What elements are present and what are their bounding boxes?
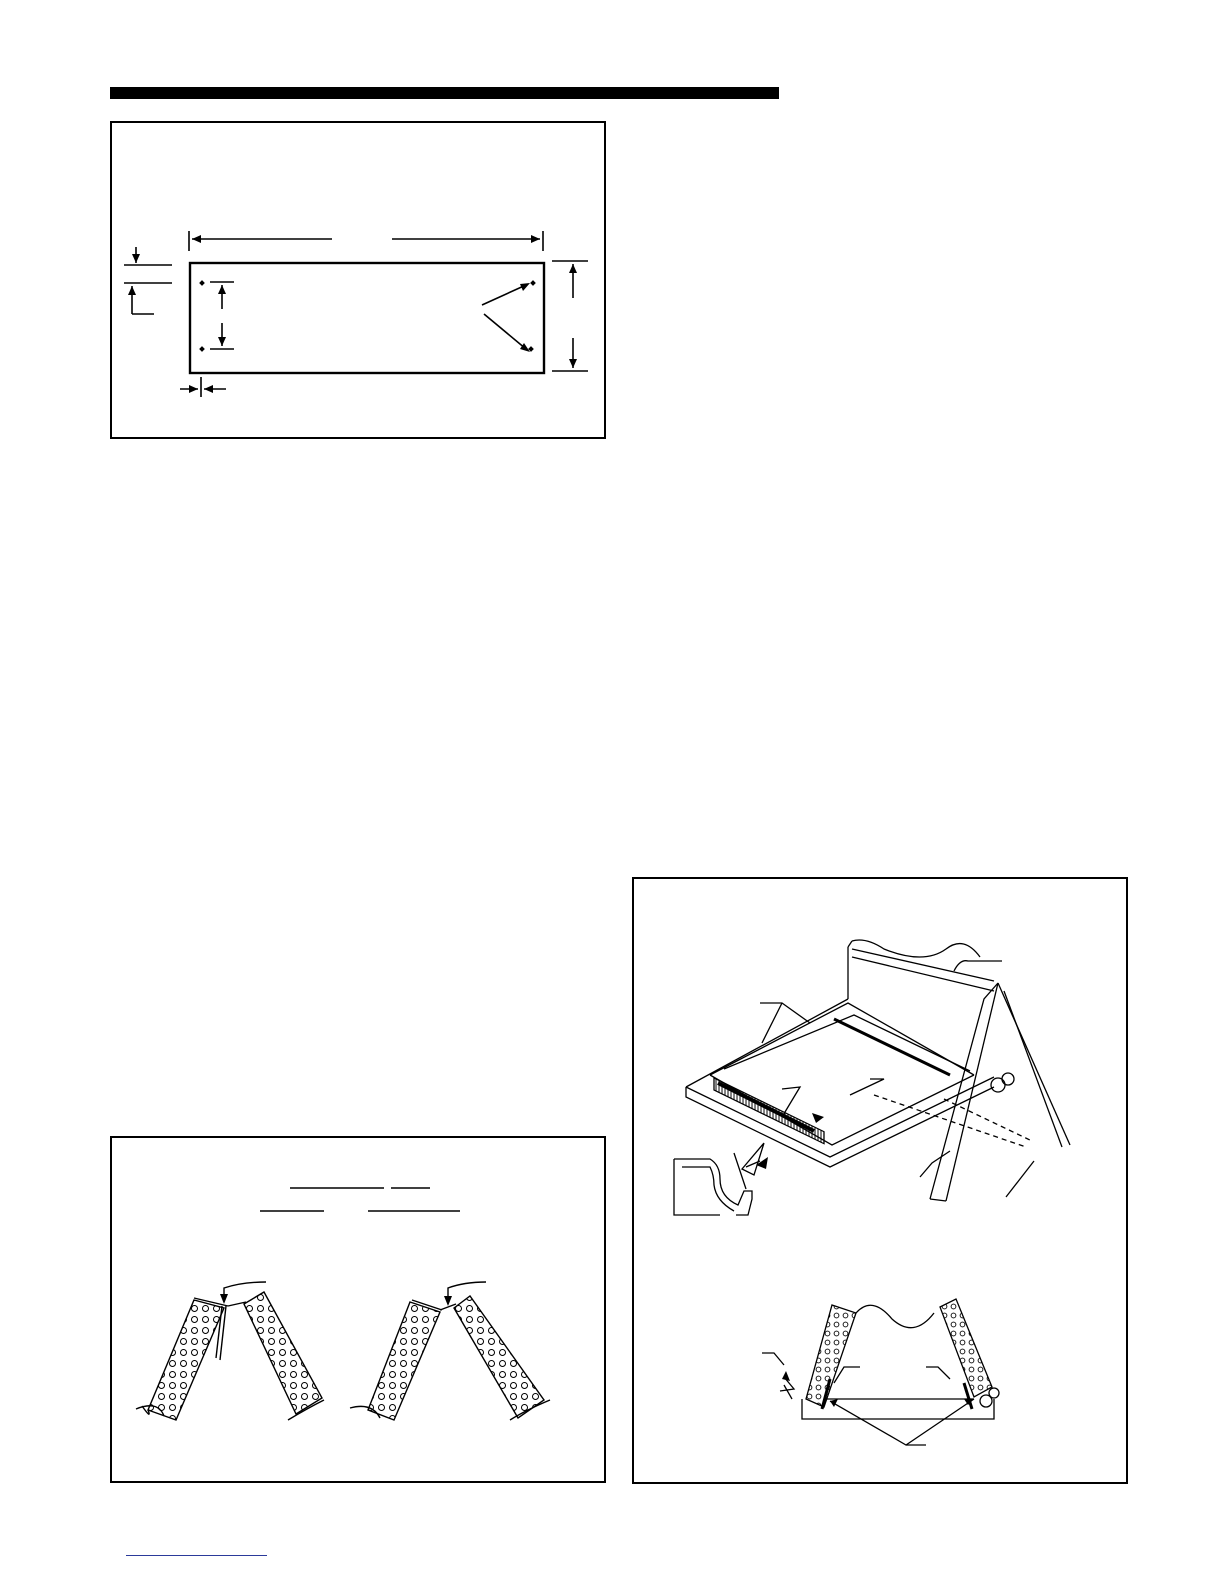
- drain-pan-drawing: [634, 879, 1130, 1486]
- panel-outline: [190, 263, 544, 373]
- figure-panel-hole-layout: [110, 121, 606, 439]
- panel-drawing: [112, 123, 608, 441]
- header-rule: [110, 87, 779, 99]
- footer-link-underline[interactable]: [126, 1555, 267, 1556]
- coil-joint-drawing: [112, 1138, 608, 1485]
- figure-coil-joint-details: [110, 1136, 606, 1483]
- figure-drain-pan-assembly: [632, 877, 1128, 1484]
